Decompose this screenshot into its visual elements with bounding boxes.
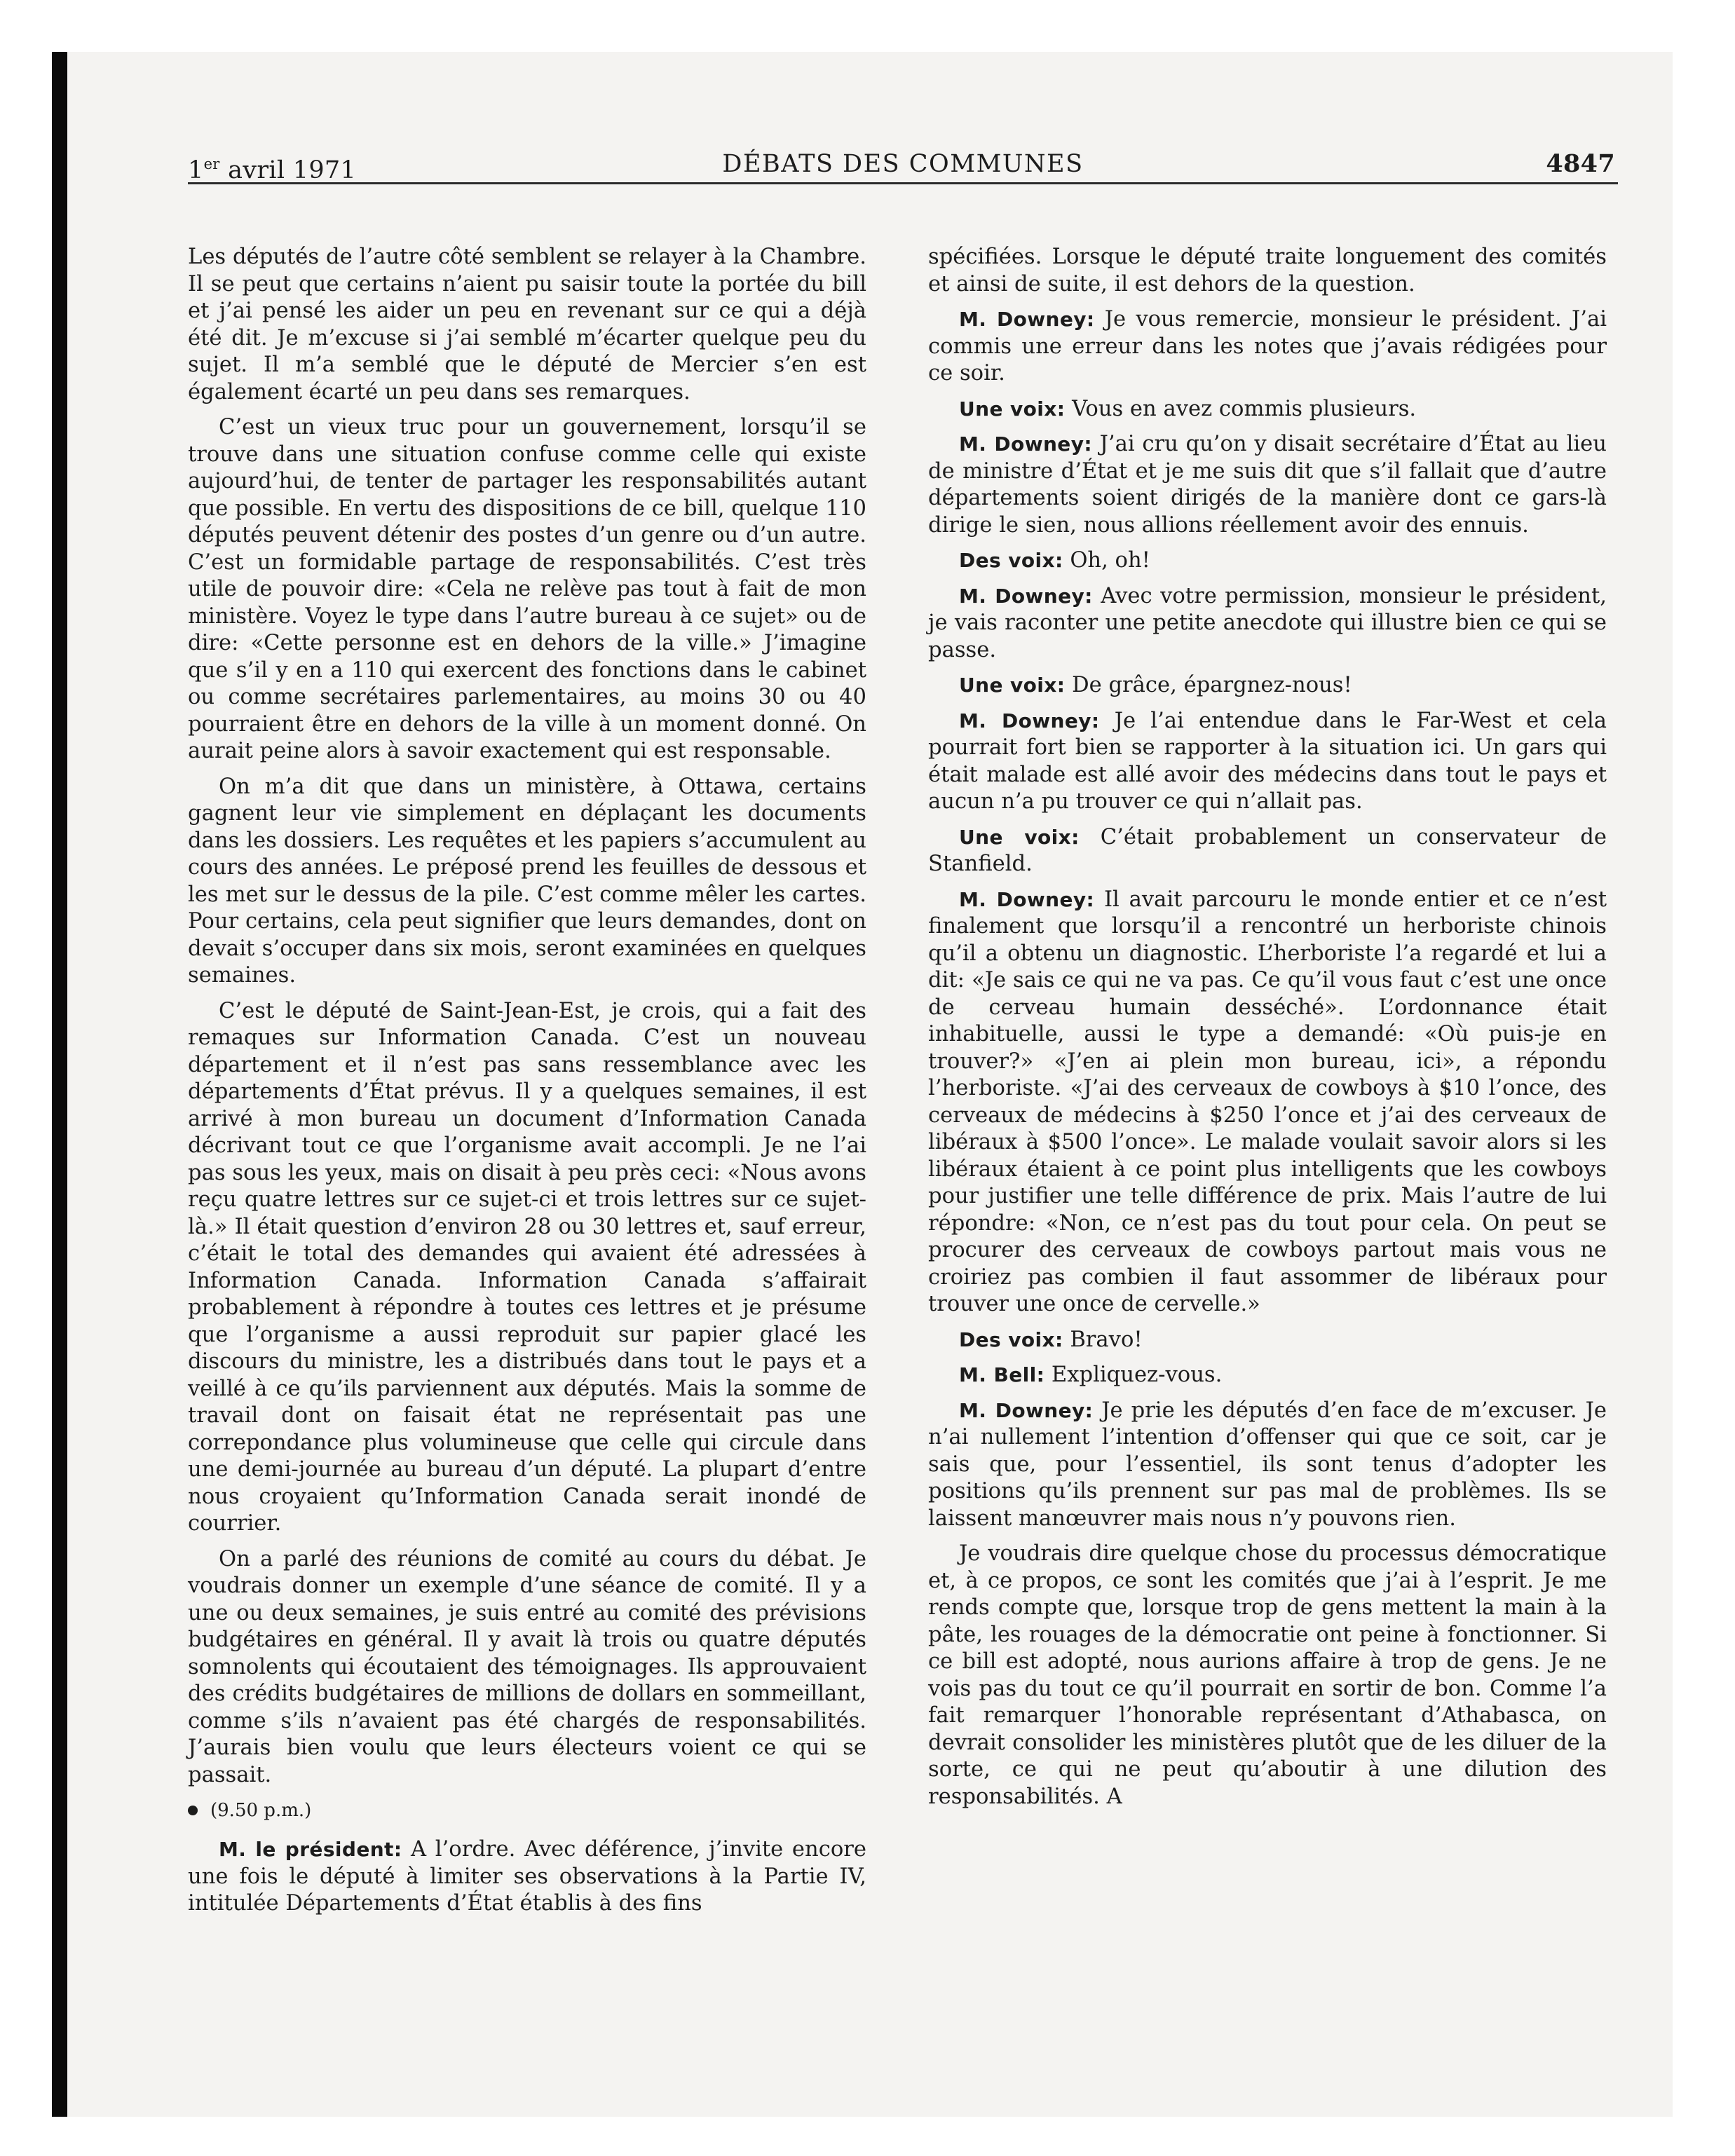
- speaker-name: M. Downey:: [959, 432, 1092, 456]
- speech-text: Il avait parcouru le monde entier et ce n’est finalement que lorsqu’il a rencontré un herboriste chinois qu’il a obtenu un diagnostic. L’herboriste l’a regardé et lui a dit: «Je sais ce qui ne va pas. Ce qu’il vous faut c’est une once de cerveau humain desséché». L’ordonnance était inhabituelle, aussi le type a demandé: «Où puis-je en trouver?» «J’en ai plein mon bureau, ici», a répondu l’herboriste. «J’ai des cerveaux de cowboys à $10 l’once, des cerveaux de médecins à $250 l’once et j’ai des cerveaux de libéraux à $500 l’once». Le malade voulait savoir alors si les libéraux étaient à ce point plus intelligents que les cowboys pour justifier une telle différence de prix. Mais l’autre de lui répondre: «Non, ce n’est pas du tout pour cela. On peut se procurer des cerveaux de cowboys partout mais vous ne croiriez pas combien il faut assommer de libéraux pour trouver une once de cervelle.»: [928, 887, 1607, 1316]
- page-number: 4847: [1546, 149, 1615, 178]
- timestamp-text: (9.50 p.m.): [210, 1800, 312, 1821]
- speech-paragraph: [928, 887, 1607, 1318]
- speech-text: Oh, oh!: [1063, 548, 1150, 573]
- paragraph: Les députés de l’autre côté semblent se relayer à la Chambre. Il se peut que certains n’aient pu saisir toute la portée du bill et j’ai pensé les aider un peu en revenant sur ce qui a déjà été dit. Je m’excuse si j’ai semblé m’écarter quelque peu du sujet. Il m’a semblé que le député de Mercier s’en est également écarté un peu dans ses remarques.: [188, 245, 866, 404]
- speaker-name: M. Downey:: [959, 308, 1095, 331]
- speech-text: C’était probablement un conservateur de Stanfield.: [928, 824, 1607, 876]
- speech-paragraph: [928, 1398, 1607, 1533]
- speech-text: Vous en avez commis plusieurs.: [1065, 396, 1417, 421]
- speaker-name: Une voix:: [959, 825, 1080, 849]
- paragraph: On m’a dit que dans un ministère, à Ottawa, certains gagnent leur vie simplement en déplaçant les documents dans les dossiers. Les requêtes et les papiers s’accumulent au cours des années. Le préposé prend les feuilles de dessous et les met sur le dessus de la pile. C’est comme mêler les cartes. Pour certains, cela peut signifier que leurs demandes, dont on devait s’occuper dans six mois, seront examinées en quelques semaines.: [188, 774, 866, 988]
- speech-paragraph: [928, 672, 1607, 700]
- speech-text: Je l’ai entendue dans le Far-West et cela pourrait fort bien se rapporter à la situation ici. Un gars qui était malade est allé avoir des médecins dans tout le pays et aucun n’a pu trouver ce qui n’allait pas.: [928, 708, 1607, 814]
- speech-paragraph: [928, 431, 1607, 539]
- paragraph: Je voudrais dire quelque chose du processus démocratique et, à ce propos, ce sont les comités que j’ai à l’esprit. Je me rends compte que, lorsque trop de gens mettent la main à la pâte, les rouages de la démocratie ont peine à fonctionner. Si ce bill est adopté, nous aurions affaire à trop de gens. Je ne vois pas du tout ce qu’il pourrait en sortir de bon. Comme l’a fait remarquer l’honorable représentant d’Athabasca, on devrait consolider les ministères plutôt que de les diluer de la sorte, ce qui ne peut qu’aboutir à une dilution des responsabilités. A: [928, 1541, 1607, 1809]
- speech-text: Je vous remercie, monsieur le président. J’ai commis une erreur dans les notes que j’avais rédigées pour ce soir.: [928, 307, 1607, 386]
- speech-paragraph: [928, 1362, 1607, 1389]
- header-rule: [188, 182, 1618, 184]
- header-date-day: 1: [188, 156, 204, 184]
- speaker-name: Des voix:: [959, 1328, 1063, 1351]
- speech-text: Bravo!: [1063, 1327, 1143, 1352]
- paragraph: C’est un vieux truc pour un gouvernement, lorsqu’il se trouve dans une situation confuse comme celle qui existe aujourd’hui, de tenter de partager les responsabilités autant que possible. En vertu des dispositions de ce bill, quelque 110 députés peuvent détenir des postes d’un genre ou d’un autre. C’est un formidable partage de responsabilités. C’est très utile de pouvoir dire: «Cela ne relève pas tout à fait de mon ministère. Voyez le type dans l’autre bureau à ce sujet» ou de dire: «Cette personne est en dehors de la ville.» J’imagine que s’il y en a 110 qui exercent des fonctions dans le cabinet ou comme secrétaires parlementaires, au moins 30 ou 40 pourraient être en dehors de la ville à un moment donné. On aurait peine alors à savoir exactement qui est responsable.: [188, 415, 866, 763]
- paragraph: spécifiées. Lorsque le député traite longuement des comités et ainsi de suite, il est dehors de la question.: [928, 245, 1607, 296]
- speaker-name: M. Downey:: [959, 584, 1093, 608]
- speech-paragraph: [928, 547, 1607, 575]
- left-column: [188, 244, 866, 1926]
- running-header: [188, 146, 1618, 188]
- speech-text: Je prie les députés d’en face de m’excuser. Je n’ai nullement l’intention d’offenser qui que ce soit, car je sais que, pour l’essentiel, ils sont tenus d’adopter les positions qu’ils prennent sur pas mal de problèmes. Ils se laissent manœuvrer mais nous n’y pouvons rien.: [928, 1398, 1607, 1531]
- paragraph: C’est le député de Saint-Jean-Est, je crois, qui a fait des remaques sur Information Canada. C’est un nouveau département et il n’est pas sans ressemblance avec les départements d’État prévus. Il y a quelques semaines, il est arrivé à mon bureau un document d’Information Canada décrivant tout ce que l’organisme avait accompli. Je ne l’ai pas sous les yeux, mais on disait à peu près ceci: «Nous avons reçu quatre lettres sur ce sujet-ci et trois lettres sur ce sujet-là.» Il était question d’environ 28 ou 30 lettres et, sauf erreur, c’était le total des demandes qui avaient été adressées à Information Canada. Information Canada s’affairait probablement à répondre à toutes ces lettres et je présume que l’organisme a aussi reproduit sur papier glacé les discours du ministre, les a distribués dans tout le pays et a veillé à ce qu’ils parviennent aux députés. Mais la somme de travail dont on faisait état ne représentait pas une correpondance plus volumineuse que celle qui circule dans une demi-journée au bureau d’un député. La plupart d’entre nous croyaient qu’Information Canada serait inondé de courrier.: [188, 998, 866, 1536]
- speech-text: Avec votre permission, monsieur le président, je vais raconter une petite anecdote qui illustre bien ce qui se passe.: [928, 583, 1607, 662]
- speaker-name: Des voix:: [959, 549, 1063, 572]
- speech-paragraph: [928, 396, 1607, 423]
- paragraph: On a parlé des réunions de comité au cours du débat. Je voudrais donner un exemple d’une séance de comité. Il y a une ou deux semaines, je suis entré au comité des prévisions budgétaires en général. Il y avait là trois ou quatre députés somnolents qui écoutaient des témoignages. Ils approuvaient des crédits budgétaires de millions de dollars en sommeillant, comme s’ils n’avaient pas été chargés de responsabilités. J’aurais bien voulu que leurs électeurs voient ce qui se passait.: [188, 1546, 866, 1787]
- header-date-rest: avril 1971: [219, 156, 357, 184]
- speaker-name: M. Downey:: [959, 709, 1100, 732]
- speech-paragraph: [928, 583, 1607, 664]
- speech-text: J’ai cru qu’on y disait secrétaire d’État au lieu de ministre d’État et je me suis dit que s’il fallait que d’autre départements soient dirigés de la manière dont ce gars-là dirige le sien, nous allions réellement avoir des ennuis.: [928, 432, 1607, 538]
- speaker-name: M. Downey:: [959, 887, 1095, 911]
- header-date-suffix: er: [203, 156, 220, 172]
- timestamp: [188, 1799, 866, 1822]
- right-column: [928, 244, 1607, 1819]
- speech-paragraph: [928, 708, 1607, 816]
- speech-paragraph: [928, 306, 1607, 388]
- speech-text: Expliquez-vous.: [1045, 1363, 1223, 1387]
- speaker-name: Une voix:: [959, 397, 1066, 421]
- speaker-name: M. Bell:: [959, 1363, 1045, 1386]
- speech-paragraph: [928, 824, 1607, 878]
- scan-edge-bar: [52, 52, 67, 2117]
- speech-text: De grâce, épargnez-nous!: [1065, 673, 1352, 697]
- speech-paragraph: [188, 1836, 866, 1918]
- header-title: DÉBATS DES COMMUNES: [722, 150, 1084, 178]
- speaker-name: Une voix:: [959, 674, 1066, 697]
- speaker-name: M. Downey:: [959, 1398, 1094, 1422]
- speech-text: A l’ordre. Avec déférence, j’invite encore une fois le député à limiter ses observations à la Partie IV, intitulée Départements d’État établis à des fins: [188, 1837, 867, 1916]
- bullet-icon: [188, 1806, 198, 1815]
- speaker-name: M. le président:: [219, 1838, 402, 1861]
- speech-paragraph: [928, 1327, 1607, 1354]
